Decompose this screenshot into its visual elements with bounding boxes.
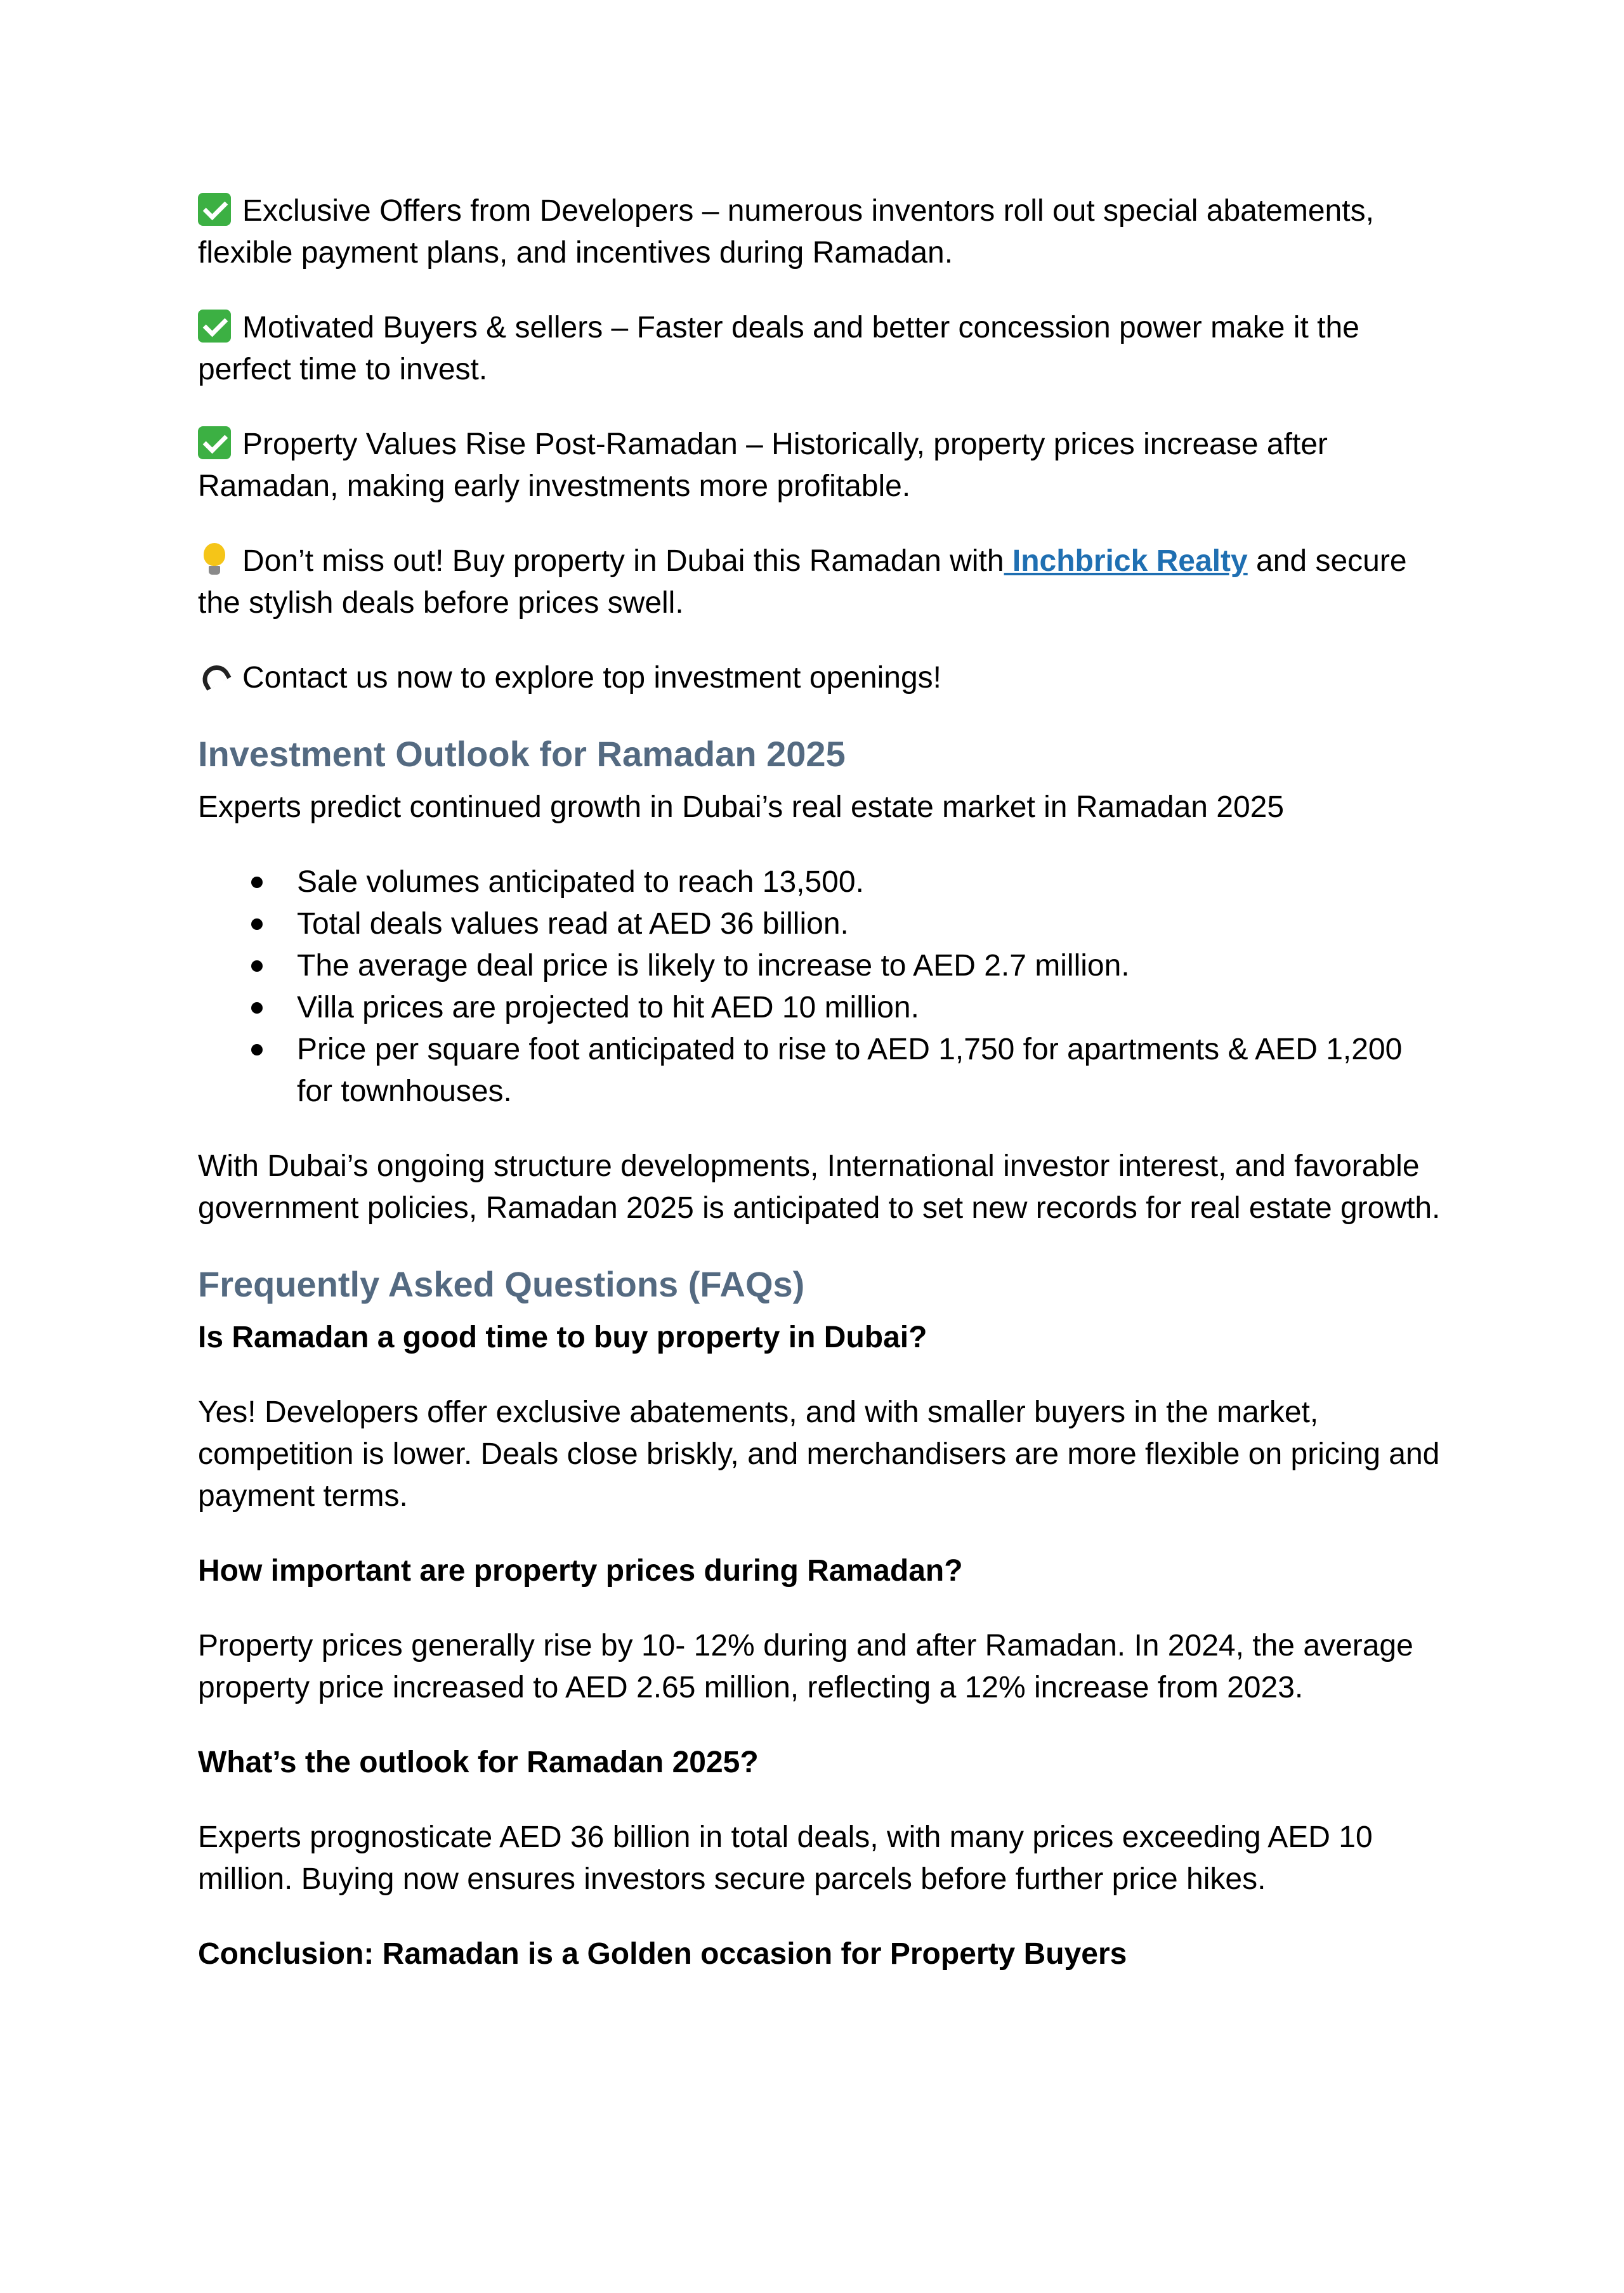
check-mark-icon xyxy=(198,310,231,343)
cta-paragraph: Don’t miss out! Buy property in Dubai this Ramadan with Inchbrick Realty and secure the stylish deals before prices swell. xyxy=(198,544,1407,620)
check-mark-icon xyxy=(198,193,231,226)
benefit-paragraph: Property Values Rise Post-Ramadan – Historically, property prices increase after Ramadan, making early investments more profitable. xyxy=(198,428,1328,503)
faq-question: Is Ramadan a good time to buy property in Dubai? xyxy=(198,1321,927,1354)
faq-answer: Property prices generally rise by 10- 12% during and after Ramadan. In 2024, the average property price increased to AED 2.65 million, reflecting a 12% increase from 2023. xyxy=(198,1629,1413,1704)
document-page xyxy=(198,190,1441,2008)
conclusion-heading: Conclusion: Ramadan is a Golden occasion for Property Buyers xyxy=(198,1937,1127,1971)
telephone-icon xyxy=(198,660,231,693)
inchbrick-realty-link[interactable]: Inchbrick Realty xyxy=(1004,544,1248,578)
faqs-heading: Frequently Asked Questions (FAQs) xyxy=(198,1264,805,1304)
faq-answer: Experts prognosticate AED 36 billion in total deals, with many prices exceeding AED 10 million. Buying now ensures investors secure parcels before further price hikes. xyxy=(198,1820,1373,1896)
faq-question: How important are property prices during Ramadan? xyxy=(198,1554,963,1588)
contact-paragraph: Contact us now to explore top investment openings! xyxy=(198,657,1441,699)
list-item: Total deals values read at AED 36 billion. xyxy=(297,903,1441,945)
light-bulb-icon xyxy=(198,543,231,576)
outlook-heading: Investment Outlook for Ramadan 2025 xyxy=(198,734,846,774)
benefit-paragraph: Motivated Buyers & sellers – Faster deals and better concession power make it the perfect time to invest. xyxy=(198,311,1359,386)
faq-answer: Yes! Developers offer exclusive abatements, and with smaller buyers in the market, competition is lower. Deals close briskly, and merchandisers are more flexible on pricing and payment terms. xyxy=(198,1395,1440,1513)
check-mark-icon xyxy=(198,426,231,459)
outlook-closing: With Dubai’s ongoing structure developments, International investor interest, and favorable government policies, Ramadan 2025 is anticipated to set new records for real estate growth. xyxy=(198,1149,1441,1225)
list-item: Villa prices are projected to hit AED 10 million. xyxy=(297,987,1441,1029)
list-item: The average deal price is likely to increase to AED 2.7 million. xyxy=(297,945,1441,987)
faq-question: What’s the outlook for Ramadan 2025? xyxy=(198,1746,759,1779)
list-item: Sale volumes anticipated to reach 13,500. xyxy=(297,861,1441,903)
benefit-paragraph: Exclusive Offers from Developers – numerous inventors roll out special abatements, flexible payment plans, and incentives during Ramadan. xyxy=(198,194,1374,270)
list-item: Price per square foot anticipated to rise to AED 1,750 for apartments & AED 1,200 for townhouses. xyxy=(297,1029,1441,1113)
outlook-bullet-list xyxy=(198,861,1441,1113)
outlook-intro: Experts predict continued growth in Dubai’s real estate market in Ramadan 2025 xyxy=(198,790,1285,824)
